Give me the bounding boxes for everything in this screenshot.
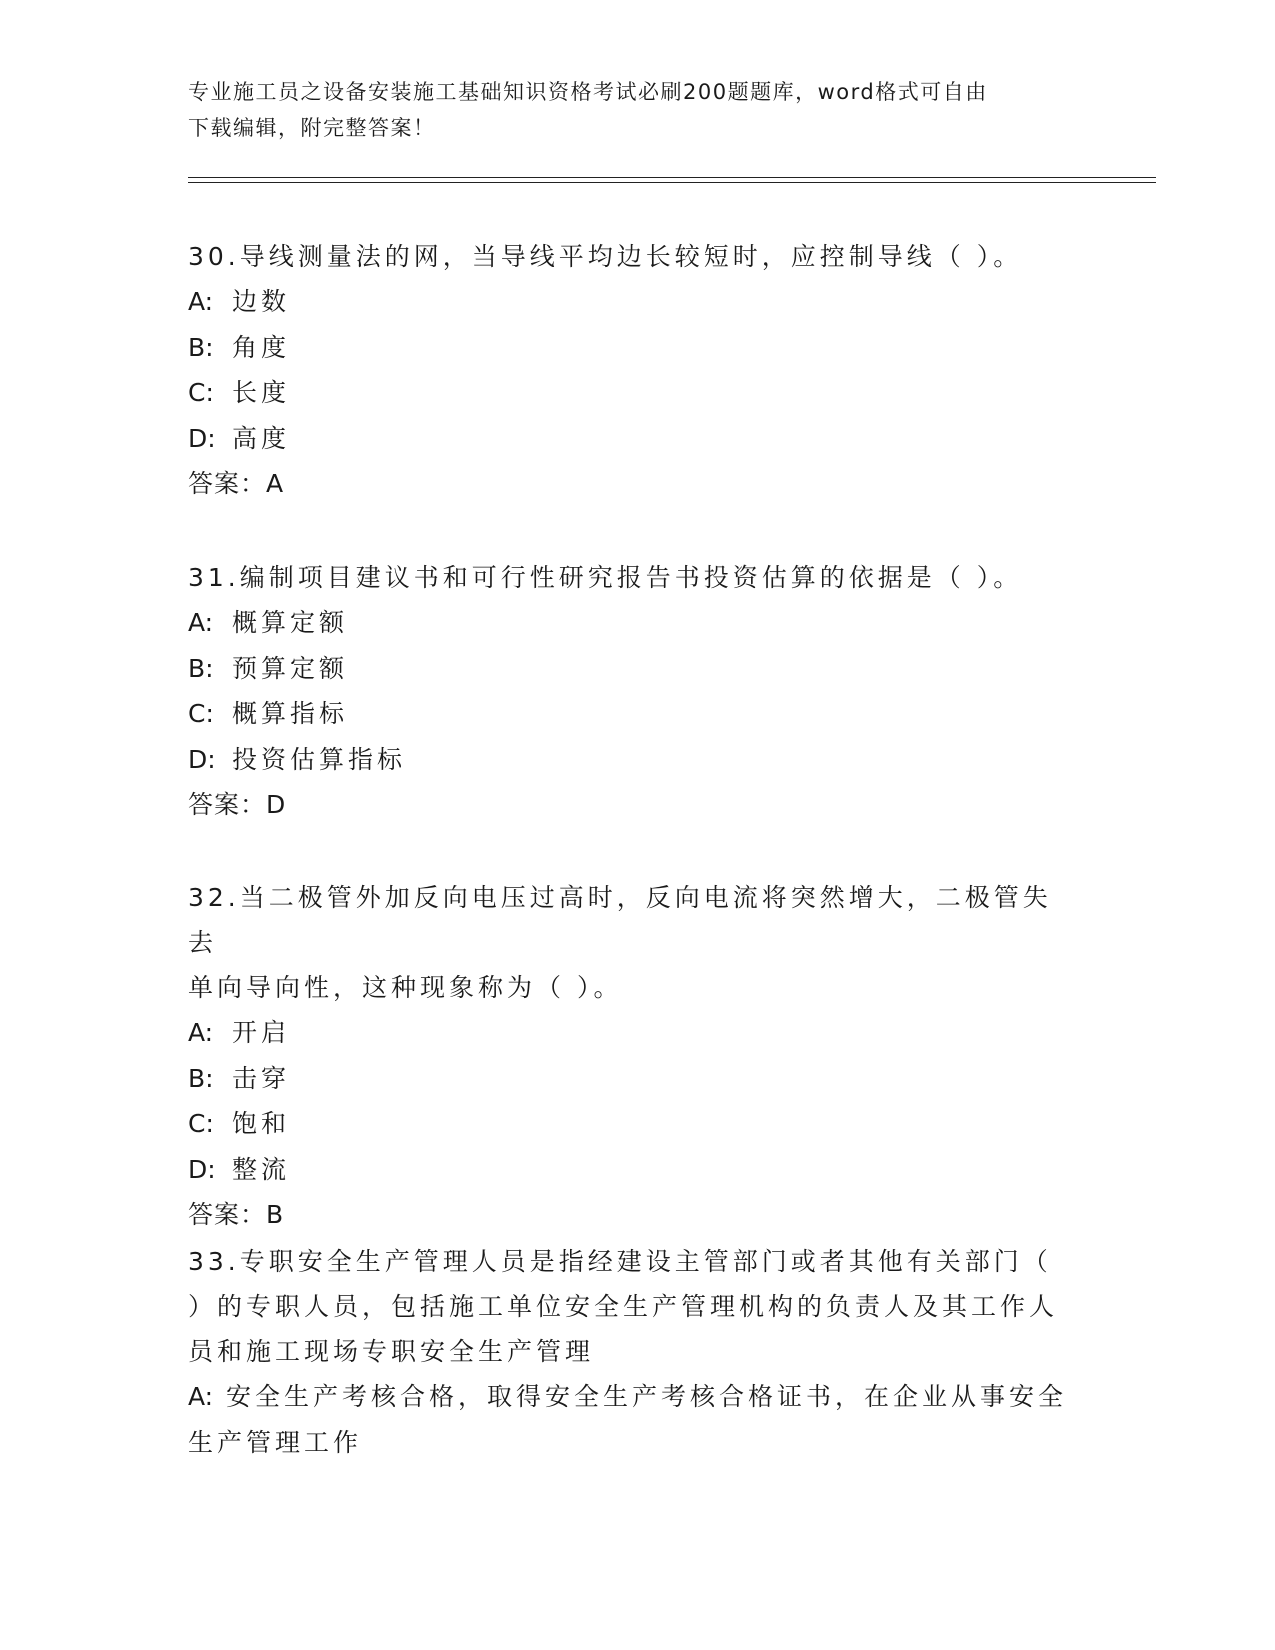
header-divider-bottom [188, 182, 1156, 183]
option-c [188, 370, 1078, 416]
option-key: A: [188, 608, 214, 637]
option-text: 整流 [232, 1154, 291, 1184]
document-header: 专业施工员之设备安装施工基础知识资格考试必刷200题题库，word格式可自由 下载编辑，附完整答案！ [188, 80, 988, 140]
option-a [188, 1374, 1078, 1465]
option-c [188, 1101, 1078, 1147]
option-key: D: [188, 1154, 216, 1184]
option-text: 开启 [232, 1018, 291, 1047]
option-b [188, 325, 1078, 371]
question-32 [188, 875, 1078, 1237]
option-text: 投资估算指标 [232, 744, 407, 774]
option-key: B: [188, 332, 214, 362]
option-a [188, 600, 1078, 646]
option-b [188, 1056, 1078, 1102]
option-key: A: [188, 287, 214, 316]
option-d [188, 737, 1078, 783]
option-key: A: [188, 1382, 214, 1411]
question-31 [188, 555, 1078, 827]
option-key: B: [188, 653, 214, 683]
option-text: 概算指标 [232, 699, 349, 728]
answer-line: 答案：D [188, 790, 287, 819]
option-text: 边数 [232, 287, 291, 316]
option-text: 安全生产考核合格，取得安全生产考核合格证书，在企业从事安全 生产管理工作 [188, 1382, 1068, 1457]
option-text: 预算定额 [232, 653, 349, 683]
option-text: 高度 [232, 423, 291, 453]
question-stem: 33.专职安全生产管理人员是指经建设主管部门或者其他有关部门（ ）的专职人员，包括施工单位安全生产管理机构的负责人及其工作人 员和施工现场专职安全生产管理 [188, 1247, 1059, 1366]
option-d [188, 416, 1078, 462]
option-a [188, 1010, 1078, 1056]
option-key: B: [188, 1063, 214, 1093]
option-key: C: [188, 378, 214, 407]
option-text: 长度 [232, 378, 291, 407]
question-33 [188, 1239, 1078, 1465]
option-key: D: [188, 744, 216, 774]
question-stem: 30.导线测量法的网，当导线平均边长较短时，应控制导线（ ）。 [188, 242, 1023, 271]
question-stem: 31.编制项目建议书和可行性研究报告书投资估算的依据是（ ）。 [188, 563, 1023, 592]
option-key: A: [188, 1018, 214, 1047]
option-c [188, 691, 1078, 737]
question-30 [188, 234, 1078, 506]
option-key: C: [188, 1109, 214, 1138]
option-key: C: [188, 699, 214, 728]
answer-line: 答案：B [188, 1200, 285, 1229]
option-d [188, 1147, 1078, 1193]
option-text: 饱和 [232, 1109, 291, 1138]
option-text: 击穿 [232, 1063, 291, 1093]
question-stem: 32.当二极管外加反向电压过高时，反向电流将突然增大，二极管失去 单向导向性，这种现象称为（ ）。 [188, 883, 1052, 1002]
answer-line: 答案：A [188, 469, 285, 498]
option-b [188, 646, 1078, 692]
option-a [188, 279, 1078, 325]
option-text: 概算定额 [232, 608, 349, 637]
option-text: 角度 [232, 332, 291, 362]
header-divider-top [188, 177, 1156, 178]
option-key: D: [188, 423, 216, 453]
